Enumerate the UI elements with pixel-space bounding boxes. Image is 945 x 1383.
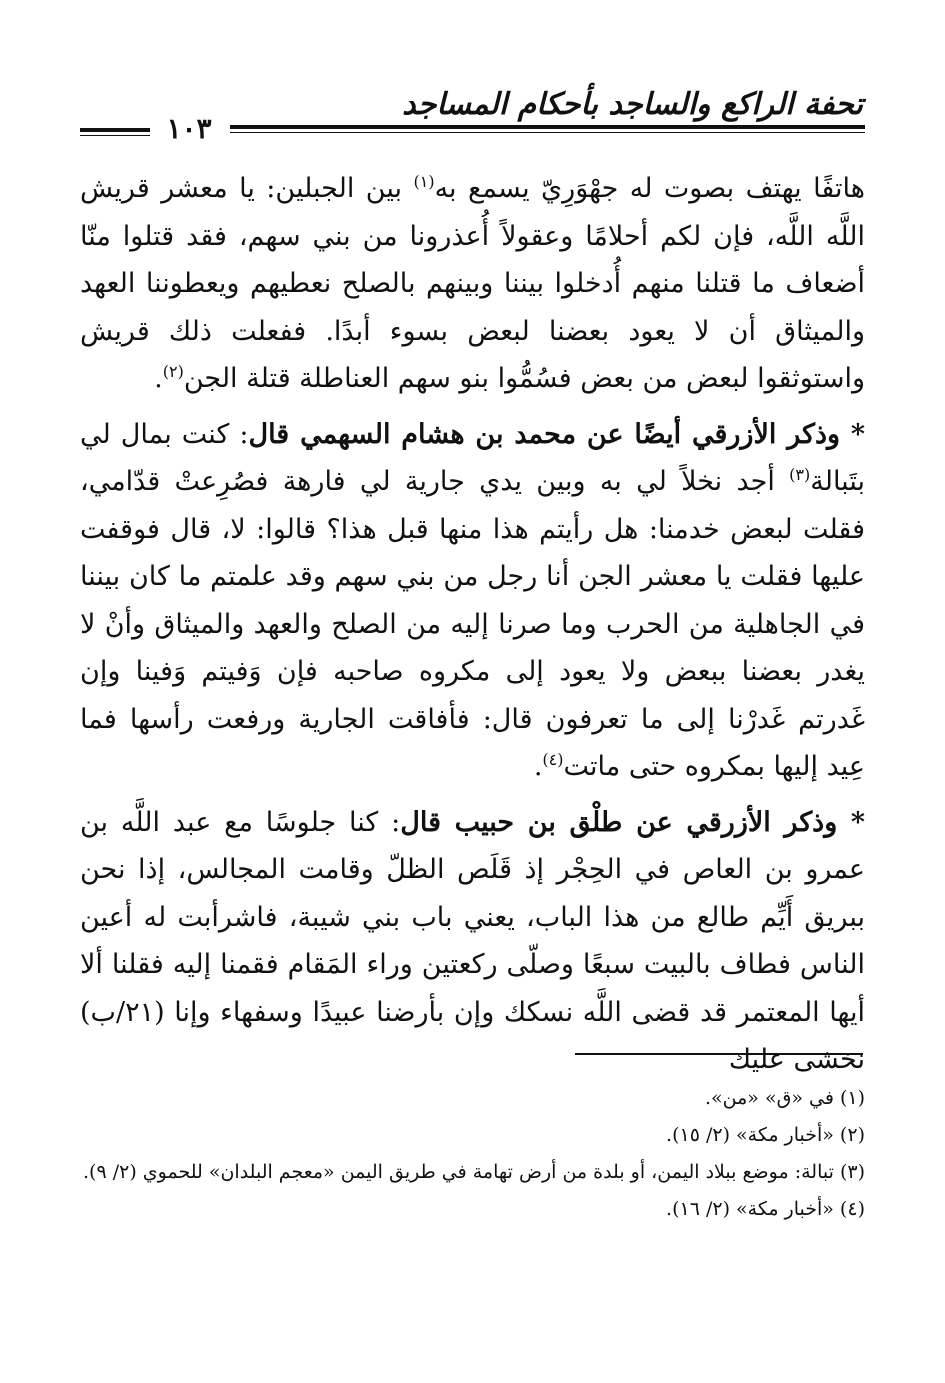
header-rule-left — [80, 128, 150, 136]
header-rule — [230, 125, 865, 133]
footnote-2: (٢) «أخبار مكة» (٢/ ١٥). — [666, 1124, 865, 1146]
text-run: بين الجبلين: يا معشر قريش اللَّه اللَّه، فإن لكم أحلامًا وعقولاً أُعذرونا من بني سهم، فقد قتلوا منّا أضعاف ما قتلنا منهم أُدخلوا بيننا وبينهم بالصلح نعطيهم ويعطوننا العهد والميثاق أن لا يعود بعضنا لبعض بسوء أبدًا. ففعلت ذلك قريش واستوثقوا لبعض من بعض فسُمُّوا بنو سهم العناطلة قتلة الجن — [80, 173, 865, 394]
paragraph-3 — [80, 799, 865, 1084]
page-number: ١٠٣ — [166, 112, 212, 145]
footnote-4: (٤) «أخبار مكة» (٢/ ١٦). — [666, 1198, 865, 1220]
paragraph-1 — [80, 165, 865, 403]
footnote-3: (٣) تبالة: موضع ببلاد اليمن، أو بلدة من أرض تهامة في طريق اليمن «معجم البلدان» للحموي (٢/ ٩). — [82, 1161, 865, 1183]
footnote-separator — [575, 1053, 863, 1055]
footnote-ref-2: (٢) — [162, 362, 184, 381]
footnote-ref-3: (٣) — [789, 465, 811, 484]
text-run: . — [154, 363, 163, 394]
text-run: : كنت بمال لي بتَبالة — [80, 418, 865, 497]
footnotes — [80, 1080, 865, 1228]
footnote-1: (١) في «ق» «من». — [704, 1087, 865, 1109]
main-text — [80, 165, 865, 1084]
text-run: أجد نخلاً لي به وبين يدي جارية لي فارهة فصُرِعتْ قدّامي، فقلت لبعض خدمنا: هل رأيتم هذا منها قبل هذا؟ قالوا: لا، قال فوقفت عليها فقلت يا معشر الجن أنا رجل من بني سهم وقد علمتم ما كان بيننا في الجاهلية من الحرب وما صرنا إليه من الصلح والعهد والميثاق وأنْ لا يغدر بعضنا ببعض ولا يعود إلى مكروه صاحبه فإن وَفيتم وَفينا وإن غَدرتم غَدرْنا إلى ما تعرفون قال: فأفاقت الجارية ورفعت رأسها فما عِيد إليها بمكروه حتى ماتت — [80, 466, 865, 782]
text-run: هاتفًا يهتف بصوت له جهْوَرِيّ يسمع به — [434, 173, 866, 204]
paragraph-2 — [80, 411, 865, 791]
paragraph-lead: * وذكر الأزرقي عن طلْق بن حبيب قال — [400, 806, 865, 838]
footnote-ref-4: (٤) — [542, 750, 564, 769]
running-title: تحفة الراكع والساجد بأحكام المساجد — [402, 87, 863, 122]
text-run: . — [533, 751, 543, 782]
footnote-ref-1: (١) — [413, 172, 435, 191]
paragraph-lead: * وذكر الأزرقي أيضًا عن محمد بن هشام السهمي قال — [248, 418, 865, 450]
text-run: : كنا جلوسًا مع عبد اللَّه بن عمرو بن العاص في الحِجْر إذ قَلَص الظلّ وقامت المجالس، إذا نحن ببريق أَيِّم طالع من هذا الباب، يعني باب بني شيبة، فاشرأبت له أعين الناس فطاف بالبيت سبعًا وصلّى ركعتين وراء المَقام فقمنا إليه فقلنا ألا أيها المعتمر قد قضى اللَّه نسكك وإن بأرضنا عبيدًا وسفهاء وإنا (٢١/ب) نخشى عليك — [80, 806, 865, 1075]
